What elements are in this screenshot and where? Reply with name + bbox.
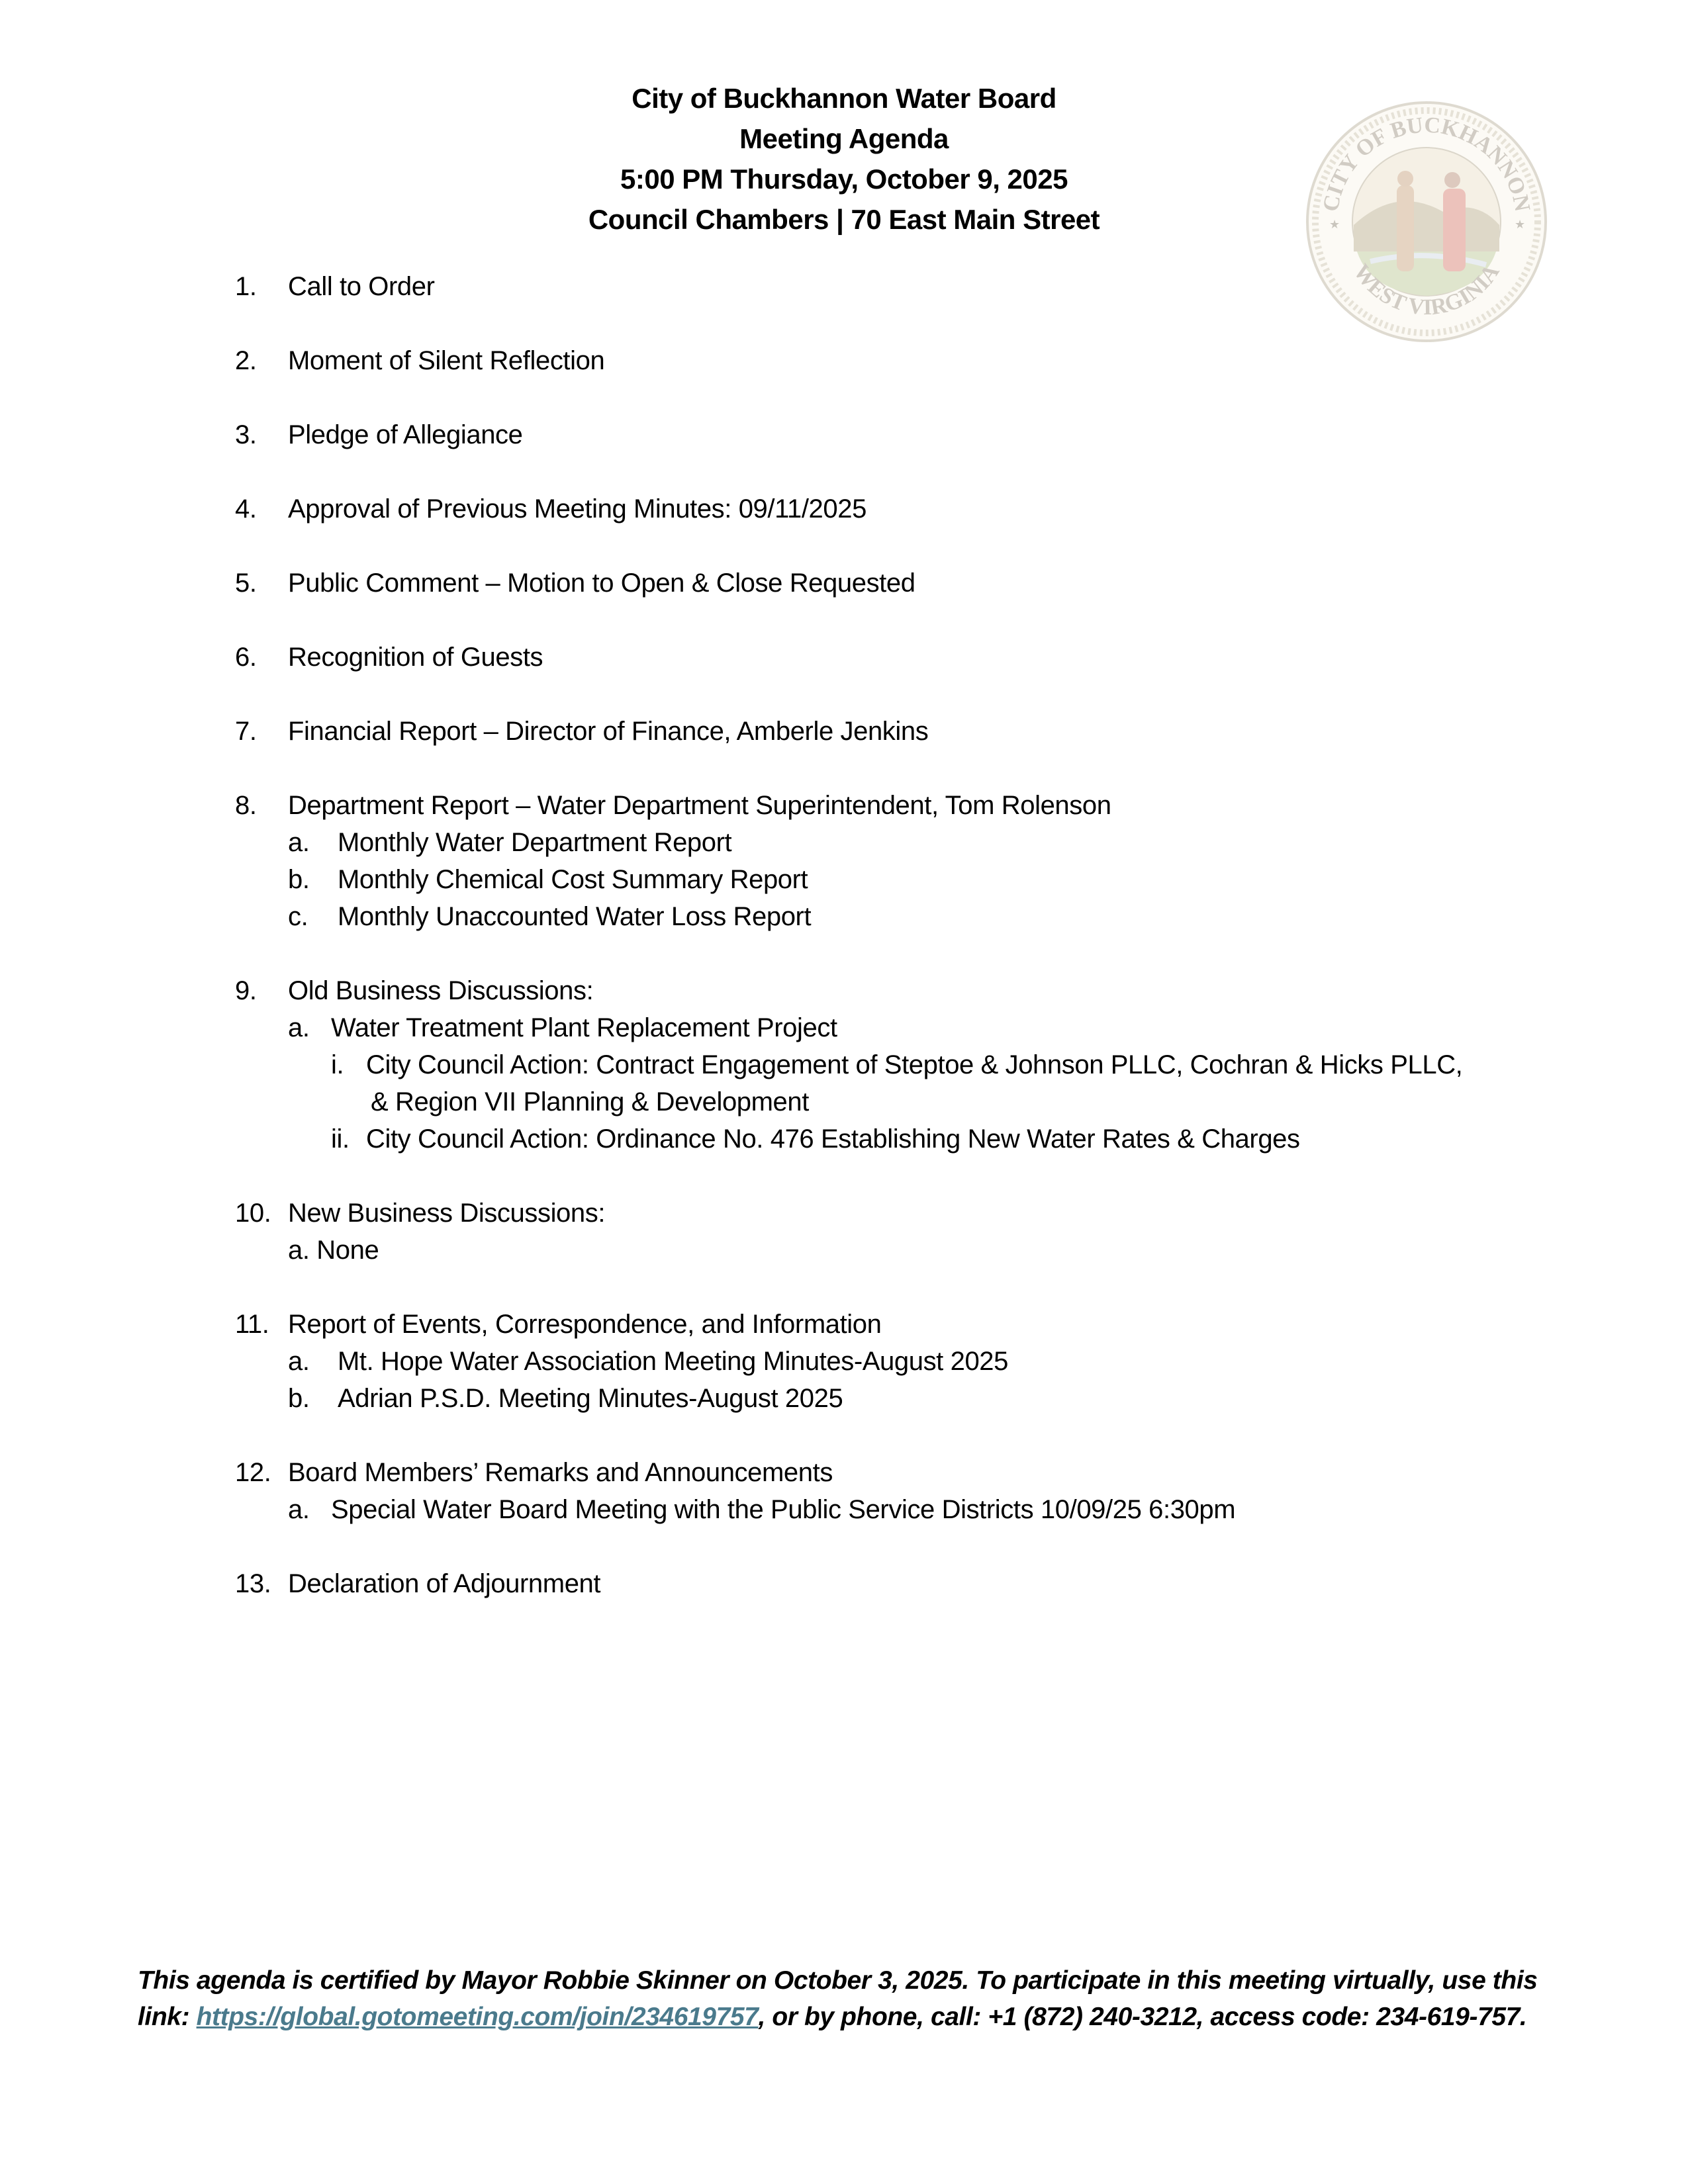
header-location: Council Chambers | 70 East Main Street	[588, 204, 1100, 235]
agenda-item: 12. Board Members’ Remarks and Announcements	[235, 1458, 833, 1487]
agenda-subitem: b. Adrian P.S.D. Meeting Minutes-August 2025	[288, 1384, 843, 1413]
agenda-item: 5. Public Comment – Motion to Open & Close Requested	[235, 569, 915, 598]
agenda-item: 1. Call to Order	[235, 272, 435, 301]
header-datetime: 5:00 PM Thursday, October 9, 2025	[620, 163, 1068, 195]
seal-star-icon: ★	[1515, 218, 1526, 231]
footer-phone-text: , or by phone, call: +1 (872) 240-3212, access code: 234-619-757.	[758, 2003, 1527, 2031]
footer-text: This agenda is certified by Mayor Robbie Skinner on October 3, 2025. To participate in this meeting virtually, use this link:	[138, 1966, 1538, 2031]
agenda-item: 8. Department Report – Water Department Superintendent, Tom Rolenson	[235, 791, 1111, 820]
header-title: City of Buckhannon Water Board	[632, 83, 1056, 114]
agenda-subsubitem: ii. City Council Action: Ordinance No. 476 Establishing New Water Rates & Charges	[331, 1124, 1300, 1154]
seal-top-text: CITY OF BUCKHANNON	[1318, 113, 1535, 214]
meeting-link[interactable]: https://global.gotomeeting.com/join/234619757	[196, 2003, 759, 2031]
agenda-item: 11. Report of Events, Correspondence, and Information	[235, 1310, 882, 1339]
agenda-subitem: a. Monthly Water Department Report	[288, 828, 732, 857]
agenda-subitem: a. Mt. Hope Water Association Meeting Minutes-August 2025	[288, 1347, 1008, 1376]
agenda-subitem: c. Monthly Unaccounted Water Loss Report	[288, 902, 812, 931]
seal-star-icon: ★	[1329, 218, 1340, 231]
agenda-subsubitem: i. City Council Action: Contract Engagement of Steptoe & Johnson PLLC, Cochran & Hicks PLLC,	[331, 1050, 1463, 1079]
agenda-subitem: b. Monthly Chemical Cost Summary Report	[288, 865, 808, 894]
agenda-item: 13. Declaration of Adjournment	[235, 1569, 601, 1598]
agenda-item: 7. Financial Report – Director of Finance, Amberle Jenkins	[235, 717, 929, 746]
agenda-item: 3. Pledge of Allegiance	[235, 420, 523, 449]
agenda-subitem: a. Special Water Board Meeting with the Public Service Districts 10/09/25 6:30pm	[288, 1495, 1236, 1524]
agenda-item: 9. Old Business Discussions:	[235, 976, 594, 1005]
header-subtitle: Meeting Agenda	[739, 123, 949, 154]
agenda-subsubitem-continued: & Region VII Planning & Development	[371, 1087, 809, 1116]
agenda-item: 2. Moment of Silent Reflection	[235, 346, 605, 375]
agenda-item: 10. New Business Discussions:	[235, 1199, 606, 1228]
agenda-item: 6. Recognition of Guests	[235, 643, 543, 672]
seal-bottom-text: WEST VIRGINIA	[1348, 259, 1505, 320]
agenda-subitem: a. None	[288, 1236, 379, 1265]
agenda-subitem: a. Water Treatment Plant Replacement Project	[288, 1013, 837, 1042]
document-header	[463, 78, 1225, 240]
agenda-list	[235, 268, 1493, 1602]
agenda-item: 4. Approval of Previous Meeting Minutes: 09/11/2025	[235, 494, 867, 523]
certification-footer	[138, 1962, 1561, 2035]
